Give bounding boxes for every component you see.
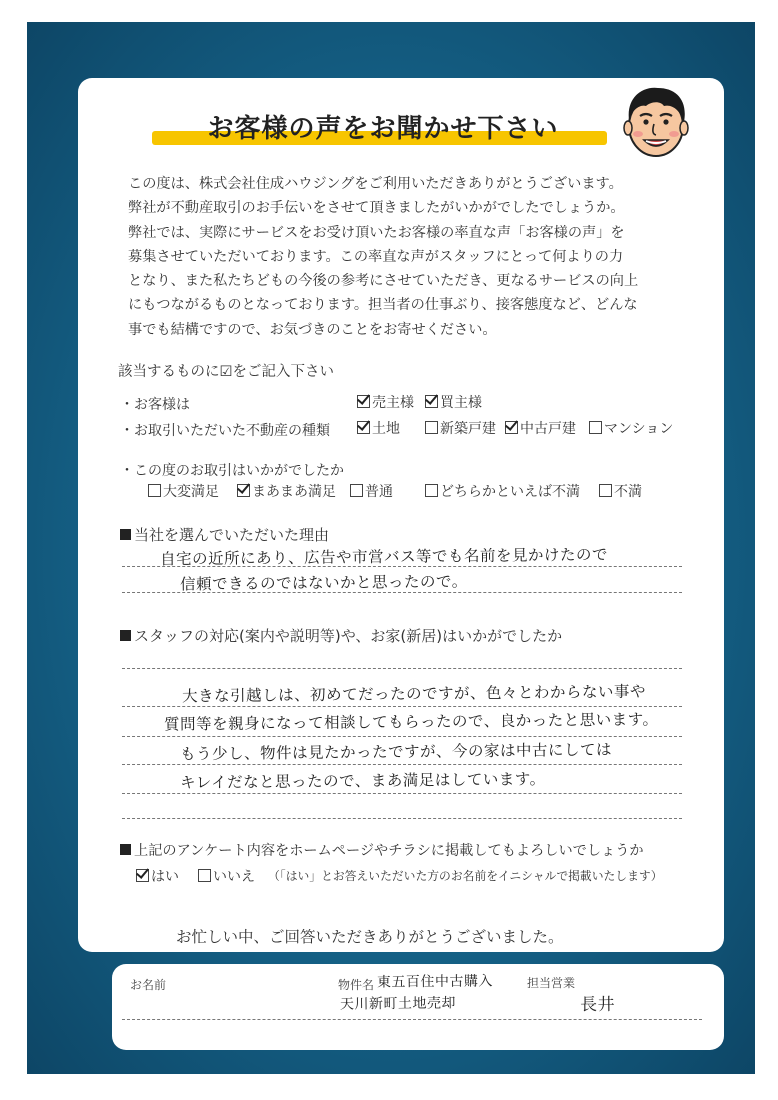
property-type-label: ・お取引いただいた不動産の種類 <box>120 423 330 439</box>
staff-answer-line: キレイだなと思ったので、まあ満足はしています。 <box>179 770 546 792</box>
staff-answer-line: 質問等を親身になって相談してもらったので、良かったと思います。 <box>163 710 659 734</box>
customer-type-label: ・お客様は <box>120 397 190 413</box>
answer-line <box>122 818 682 819</box>
answer-line <box>122 736 682 737</box>
property-value-line2: 天川新町土地売却 <box>339 995 457 1013</box>
option-used-house[interactable]: 中古戸建 <box>505 418 576 438</box>
checkbox[interactable] <box>505 421 518 434</box>
staff-value: 長井 <box>579 994 616 1016</box>
reason-heading: 当社を選んでいただいた理由 <box>120 524 329 545</box>
checkbox[interactable] <box>589 421 602 434</box>
smiling-man-face-icon <box>620 82 692 160</box>
property-value-line1: 東五百住中古購入 <box>376 973 494 991</box>
square-bullet-icon <box>120 630 131 641</box>
property-label: 物件名 <box>338 978 375 992</box>
checkbox[interactable] <box>136 869 149 882</box>
intro-line: となり、また私たちどもの今後の参考にさせていただき、更なるサービスの向上 <box>128 273 639 290</box>
staff-answer-line: 大きな引越しは、初めてだったのですが、色々とわからない事や <box>181 682 647 706</box>
option-buyer[interactable]: 買主様 <box>425 392 482 412</box>
checkbox[interactable] <box>237 484 250 497</box>
intro-line: 募集させていただいております。この率直な声がスタッフにとって何よりの力 <box>128 248 624 265</box>
checkbox[interactable] <box>198 869 211 882</box>
reason-answer-line: 自宅の近所にあり、広告や市営バス等でも名前を見かけたので <box>159 545 609 569</box>
page-title: お客様の声をお聞かせ下さい <box>207 114 559 144</box>
option-unsatisfied[interactable]: 不満 <box>599 481 642 501</box>
option-very-satisfied[interactable]: 大変満足 <box>148 481 219 501</box>
intro-line: この度は、株式会社住成ハウジングをご利用いただきありがとうございます。 <box>128 176 623 192</box>
permission-note: （「はい」とお答えいただいた方のお名前をイニシャルで掲載いたします） <box>268 869 663 883</box>
intro-line: にもつながるものとなっております。担当者の仕事ぶり、接客態度など、どんな <box>128 297 638 314</box>
square-bullet-icon <box>120 529 131 540</box>
answer-line <box>122 793 682 794</box>
permission-heading: 上記のアンケート内容をホームページやチラシに掲載してもよろしいでしょうか <box>120 840 644 860</box>
survey-instruction: 該当するものに☑をご記入下さい <box>118 364 334 380</box>
staff-heading: スタッフの対応(案内や説明等)や、お家(新居)はいかがでしたか <box>120 625 562 646</box>
option-seller[interactable]: 売主様 <box>357 392 414 412</box>
option-no[interactable]: いいえ <box>198 866 255 886</box>
checkbox[interactable] <box>357 421 370 434</box>
intro-line: 弊社では、実際にサービスをお受け頂いたお客様の率直な声「お客様の声」を <box>128 224 625 241</box>
closing-message: お忙しい中、ご回答いただきありがとうございました。 <box>176 928 564 946</box>
staff-label: 担当営業 <box>527 976 576 990</box>
square-bullet-icon <box>120 844 131 855</box>
intro-line: 事でも結構ですので、お気づきのことをお寄せください。 <box>128 321 497 338</box>
intro-line: 弊社が不動産取引のお手伝いをさせて頂きましたがいかがでしたでしょうか。 <box>128 200 625 217</box>
option-land[interactable]: 土地 <box>357 418 400 438</box>
reason-answer-line: 信頼できるのではないかと思ったので。 <box>179 572 468 594</box>
option-yes[interactable]: はい <box>136 866 179 886</box>
checkbox[interactable] <box>357 395 370 408</box>
option-mansion[interactable]: マンション <box>589 418 673 438</box>
staff-answer-line: もう少し、物件は見たかったですが、今の家は中古にしては <box>179 740 613 764</box>
name-label: お名前 <box>130 978 167 992</box>
option-new-house[interactable]: 新築戸建 <box>425 418 496 438</box>
checkbox[interactable] <box>425 395 438 408</box>
option-somewhat-unsatisfied[interactable]: どちらかといえば不満 <box>425 481 580 501</box>
option-normal[interactable]: 普通 <box>350 481 393 501</box>
checkbox[interactable] <box>599 484 612 497</box>
checkbox[interactable] <box>425 484 438 497</box>
intro-paragraph <box>128 172 688 342</box>
checkbox[interactable] <box>350 484 363 497</box>
checkbox[interactable] <box>148 484 161 497</box>
option-fairly-satisfied[interactable]: まあまあ満足 <box>237 481 336 501</box>
footer-line <box>122 1019 702 1020</box>
answer-line <box>122 764 682 765</box>
checkbox[interactable] <box>425 421 438 434</box>
answer-line <box>122 668 682 669</box>
satisfaction-label: ・この度のお取引はいかがでしたか <box>120 463 344 479</box>
